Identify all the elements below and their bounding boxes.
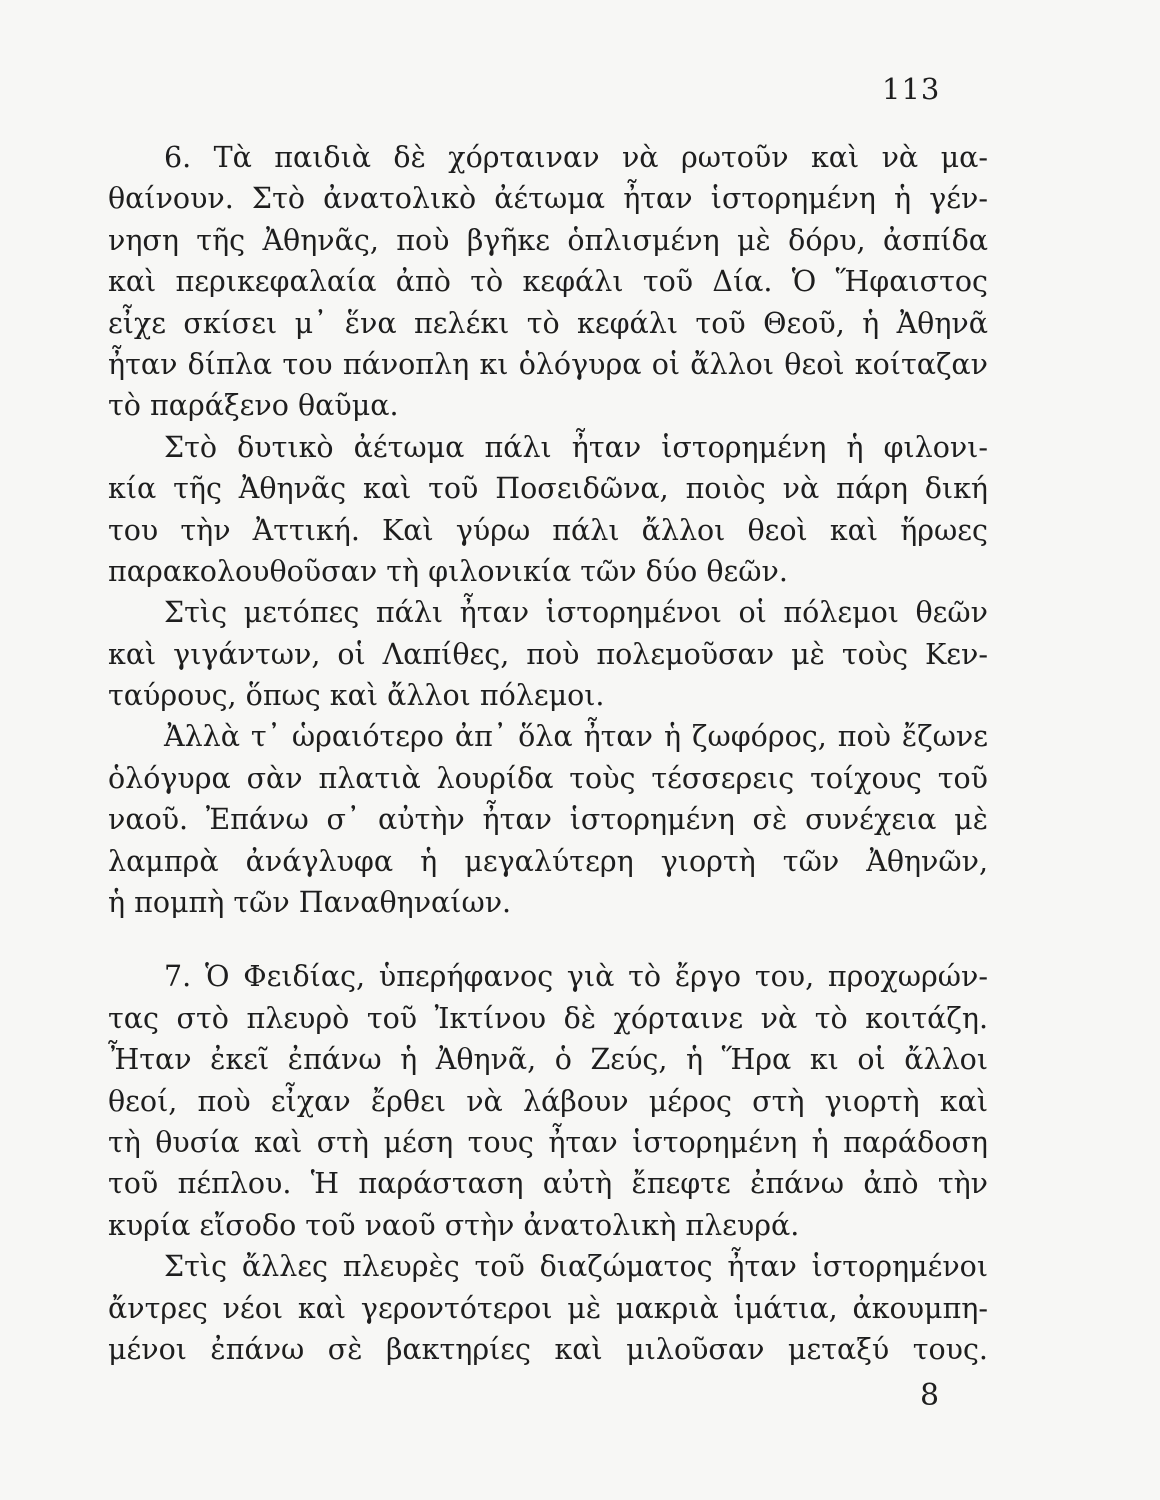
section-6 [108,137,988,923]
text-line: του τὴν Ἀττική. Καὶ γύρω πάλι ἄλλοι θεοὶ καὶ ἥρωες [108,513,988,547]
text-line: καὶ περικεφαλαία ἀπὸ τὸ κεφάλι τοῦ Δία. Ὁ Ἥφαιστος [108,265,988,299]
section-gap [108,923,988,956]
text-line: τὸ παράξενο θαῦμα. [108,389,399,423]
text-line: κυρία εἴσοδο τοῦ ναοῦ στὴν ἀνατολικὴ πλευρά. [108,1208,800,1242]
text-line: νηση τῆς Ἀθηνᾶς, ποὺ βγῆκε ὁπλισμένη μὲ δόρυ, ἀσπίδα [108,223,988,257]
text-line: Στὸ δυτικὸ ἀέτωμα πάλι ἦταν ἱστορημένη ἡ φιλονι- [164,430,988,464]
paragraph-7-1 [108,956,988,1246]
text-line: ναοῦ. Ἐπάνω σ᾿ αὐτὴν ἦταν ἱστορημένη σὲ συνέχεια μὲ [108,803,988,837]
text-line: καὶ γιγάντων, οἱ Λαπίθες, ποὺ πολεμοῦσαν μὲ τοὺς Κεν- [108,637,988,671]
text-line: ἡ πομπὴ τῶν Παναθηναίων. [108,886,512,920]
text-line: Στὶς μετόπες πάλι ἦταν ἱστορημένοι οἱ πόλεμοι θεῶν [164,596,988,630]
section-7 [108,956,988,1370]
paragraph-7-2 [108,1246,988,1370]
text-line: τὴ θυσία καὶ στὴ μέση τους ἦταν ἱστορημένη ἡ παράδοση [108,1125,988,1159]
text-line: λαμπρὰ ἀνάγλυφα ἡ μεγαλύτερη γιορτὴ τῶν Ἀθηνῶν, [108,844,988,878]
text-line: κία τῆς Ἀθηνᾶς καὶ τοῦ Ποσειδῶνα, ποιὸς νὰ πάρη δική [108,472,988,506]
text-line: μένοι ἐπάνω σὲ βακτηρίες καὶ μιλοῦσαν μεταξύ τους. [108,1332,988,1366]
text-line: ἦταν δίπλα του πάνοπλη κι ὁλόγυρα οἱ ἄλλοι θεοὶ κοίταζαν [108,347,988,381]
text-line: εἶχε σκίσει μ᾿ ἕνα πελέκι τὸ κεφάλι τοῦ Θεοῦ, ἡ Ἀθηνᾶ [108,306,988,340]
text-line: παρακολουθοῦσαν τὴ φιλονικία τῶν δύο θεῶν. [108,554,788,588]
text-line: θαίνουν. Στὸ ἀνατολικὸ ἀέτωμα ἦταν ἱστορημένη ἡ γέν- [108,182,988,216]
text-line: θεοί, ποὺ εἶχαν ἔρθει νὰ λάβουν μέρος στὴ γιορτὴ καὶ [108,1084,988,1118]
paragraph-6-3 [108,592,988,716]
text-line: Στὶς ἄλλες πλευρὲς τοῦ διαζώματος ἦταν ἱστορημένοι [164,1250,988,1284]
text-line: ταύρους, ὅπως καὶ ἄλλοι πόλεμοι. [108,679,605,713]
text-line: Ἀλλὰ τ᾿ ὡραιότερο ἀπ᾿ ὅλα ἦταν ἡ ζωφόρος, ποὺ ἔζωνε [164,720,988,754]
text-line: Ἦταν ἐκεῖ ἐπάνω ἡ Ἀθηνᾶ, ὁ Ζεύς, ἡ Ἥρα κι οἱ ἄλλοι [108,1043,988,1077]
text-line: τοῦ πέπλου. Ἡ παράσταση αὐτὴ ἔπεφτε ἐπάνω ἀπὸ τὴν [108,1167,988,1201]
text-line: 6. Τὰ παιδιὰ δὲ χόρταιναν νὰ ρωτοῦν καὶ νὰ μα- [164,141,988,174]
text-line: 7. Ὁ Φειδίας, ὑπερήφανος γιὰ τὸ ἔργο του, προχωρών- [164,960,988,994]
paragraph-6-4 [108,716,988,923]
signature-mark: 8 [920,1378,940,1413]
text-line: ὁλόγυρα σὰν πλατιὰ λουρίδα τοὺς τέσσερεις τοίχους τοῦ [108,761,988,795]
paragraph-6-1 [108,137,988,427]
paragraph-6-2 [108,427,988,593]
text-line: τας στὸ πλευρὸ τοῦ Ἰκτίνου δὲ χόρταινε νὰ τὸ κοιτάζη. [108,1001,988,1035]
page-body [108,137,988,1370]
text-line: ἄντρες νέοι καὶ γεροντότεροι μὲ μακριὰ ἱμάτια, ἀκουμπη- [108,1291,988,1325]
page-number: 113 [882,72,941,106]
